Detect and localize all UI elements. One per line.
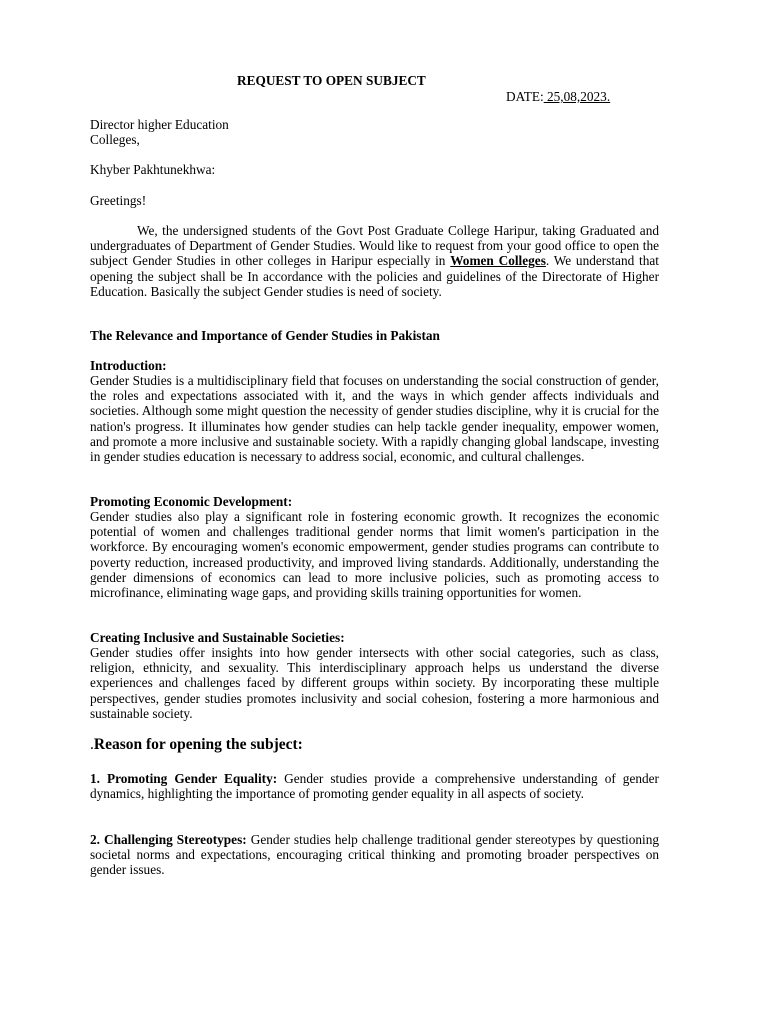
reason-item-1: [90, 771, 659, 801]
date-value: 25,08,2023.: [543, 89, 611, 104]
reason-item-1-label: 1. Promoting Gender Equality:: [90, 771, 278, 786]
introduction-heading: Introduction:: [90, 358, 167, 373]
reason-heading: [90, 737, 303, 752]
date-line: [506, 89, 610, 104]
addressee-line-3: Khyber Pakhtunekhwa:: [90, 162, 216, 177]
document-title: REQUEST TO OPEN SUBJECT: [237, 73, 426, 88]
inclusive-heading: Creating Inclusive and Sustainable Societies:: [90, 630, 345, 645]
reason-item-1-text: Gender studies provide a comprehensive understanding of gender dynamics, highlighting the importance of promoting gender equality in all aspects of society.: [90, 771, 659, 802]
economic-body: Gender studies also play a significant role in fostering economic growth. It recognizes the economic potential of women and challenges traditional gender norms that limit women's participation in the workforce. By encouraging women's economic empowerment, gender studies programs can contribute to poverty reduction, increased productivity, and improved living standards. Additionally, understanding the gender dimensions of economics can lead to more inclusive policies, such as promoting access to microfinance, eliminating wage gaps, and providing skills training opportunities for women.: [90, 509, 659, 601]
intro-text-2: . We understand that opening the subject shall be In accordance with the policies and guidelines of the Directorate of Higher Education. Basically the subject Gender studies is need of society.: [90, 253, 659, 299]
intro-emphasis: Women Colleges: [450, 253, 546, 269]
economic-heading: Promoting Economic Development:: [90, 494, 293, 509]
greeting: Greetings!: [90, 193, 147, 208]
reason-item-2-text: Gender studies help challenge traditional gender stereotypes by questioning societal norms and expectations, encouraging critical thinking and promoting broader perspectives on gender issues.: [90, 832, 659, 878]
reason-item-2: [90, 832, 659, 878]
main-heading: The Relevance and Importance of Gender Studies in Pakistan: [90, 328, 440, 343]
reason-prefix: .: [90, 736, 94, 753]
reason-item-2-label: 2. Challenging Stereotypes:: [90, 832, 247, 847]
intro-paragraph: [90, 223, 659, 299]
date-label: DATE:: [506, 89, 544, 104]
addressee-line-2: Colleges,: [90, 132, 140, 147]
intro-text-1: We, the undersigned students of the Govt Post Graduate College Haripur, taking Graduated and undergraduates of Department of Gender Studies. Would like to request from your good office to open the subject Gender Studies in other colleges in Haripur especially in: [90, 223, 659, 269]
addressee-line-1: Director higher Education: [90, 117, 229, 132]
inclusive-body: Gender studies offer insights into how gender intersects with other social categories, such as class, religion, ethnicity, and sexuality. This interdisciplinary approach helps us understand the diverse experiences and challenges faced by different groups within society. By incorporating these multiple perspectives, gender studies promotes inclusivity and social cohesion, fostering a more harmonious and sustainable society.: [90, 645, 659, 721]
reason-heading-text: Reason for opening the subject:: [93, 736, 303, 753]
introduction-body: Gender Studies is a multidisciplinary field that focuses on understanding the social construction of gender, the roles and expectations associated with it, and the ways in which gender affects individuals and societies. Although some might question the necessity of gender studies discipline, why it is crucial for the nation's progress. It illuminates how gender studies can help tackle gender inequality, empower women, and promote a more inclusive and sustainable society. With a rapidly changing global landscape, investing in gender studies education is necessary to address social, economic, and cultural challenges.: [90, 373, 659, 465]
